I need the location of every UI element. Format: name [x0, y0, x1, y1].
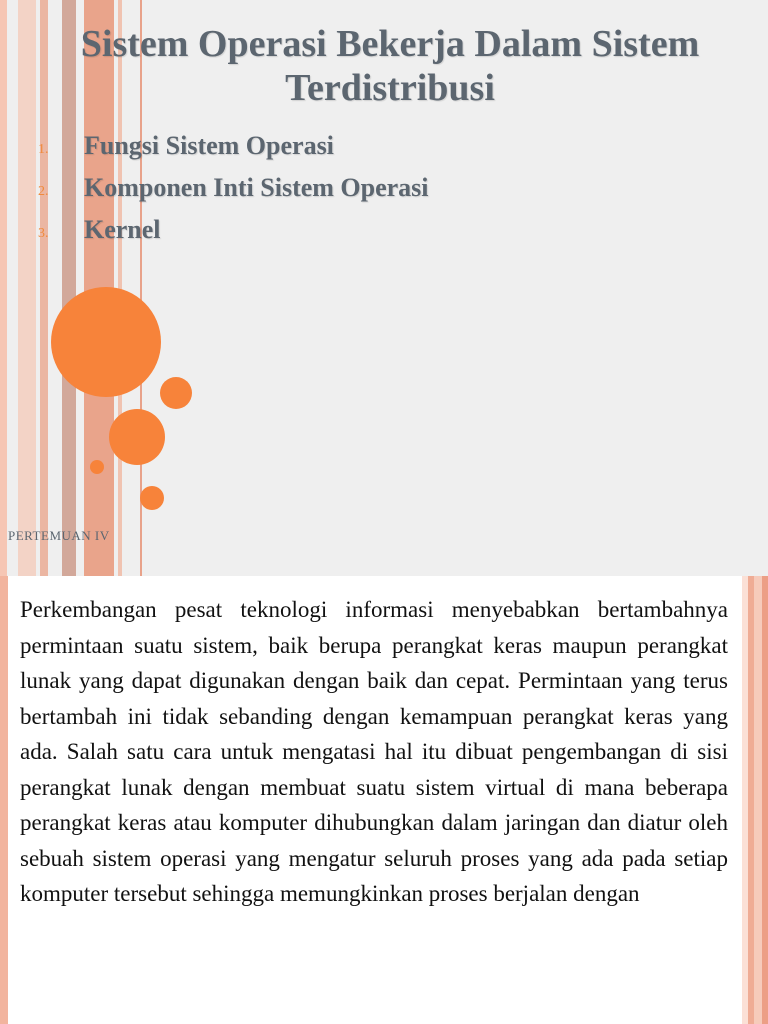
session-label: PERTEMUAN IV — [8, 528, 110, 543]
agenda-text: Komponen Inti Sistem Operasi — [84, 173, 429, 202]
decorative-circle — [160, 377, 192, 409]
decorative-circle — [109, 409, 165, 465]
decorative-circle — [140, 486, 164, 510]
content-slide — [0, 576, 768, 1024]
agenda-number: 3. — [38, 226, 49, 241]
slide-title: Sistem Operasi Bekerja Dalam Sistem Terdistribusi — [80, 23, 700, 109]
stripe — [0, 0, 7, 576]
body-paragraph: Perkembangan pesat teknologi informasi menyebabkan bertambahnya permintaan suatu sistem, baik berupa perangkat keras maupun perangkat lunak yang dapat digunakan dengan baik dan cepat. Permintaan yang terus bertambah ini tidak sebanding dengan kemampuan perangkat keras yang ada. Salah satu cara untuk mengatasi hal itu dibuat pengembangan di sisi perangkat lunak dengan membuat suatu sistem virtual di mana beberapa perangkat keras atau komputer dihubungkan dalam jaringan dan diatur oleh sebuah sistem operasi yang mengatur seluruh proses yang ada pada setiap komputer tersebut sehingga memungkinkan proses berjalan dengan — [20, 597, 728, 906]
decorative-circle — [90, 460, 104, 474]
agenda-number: 2. — [38, 184, 49, 199]
agenda-text: Fungsi Sistem Operasi — [84, 131, 334, 160]
agenda-number: 1. — [38, 142, 49, 157]
decorative-circle — [51, 287, 161, 397]
left-accent-bar — [0, 576, 8, 1024]
agenda-text: Kernel — [84, 215, 161, 244]
right-accent-bar — [742, 576, 768, 1024]
